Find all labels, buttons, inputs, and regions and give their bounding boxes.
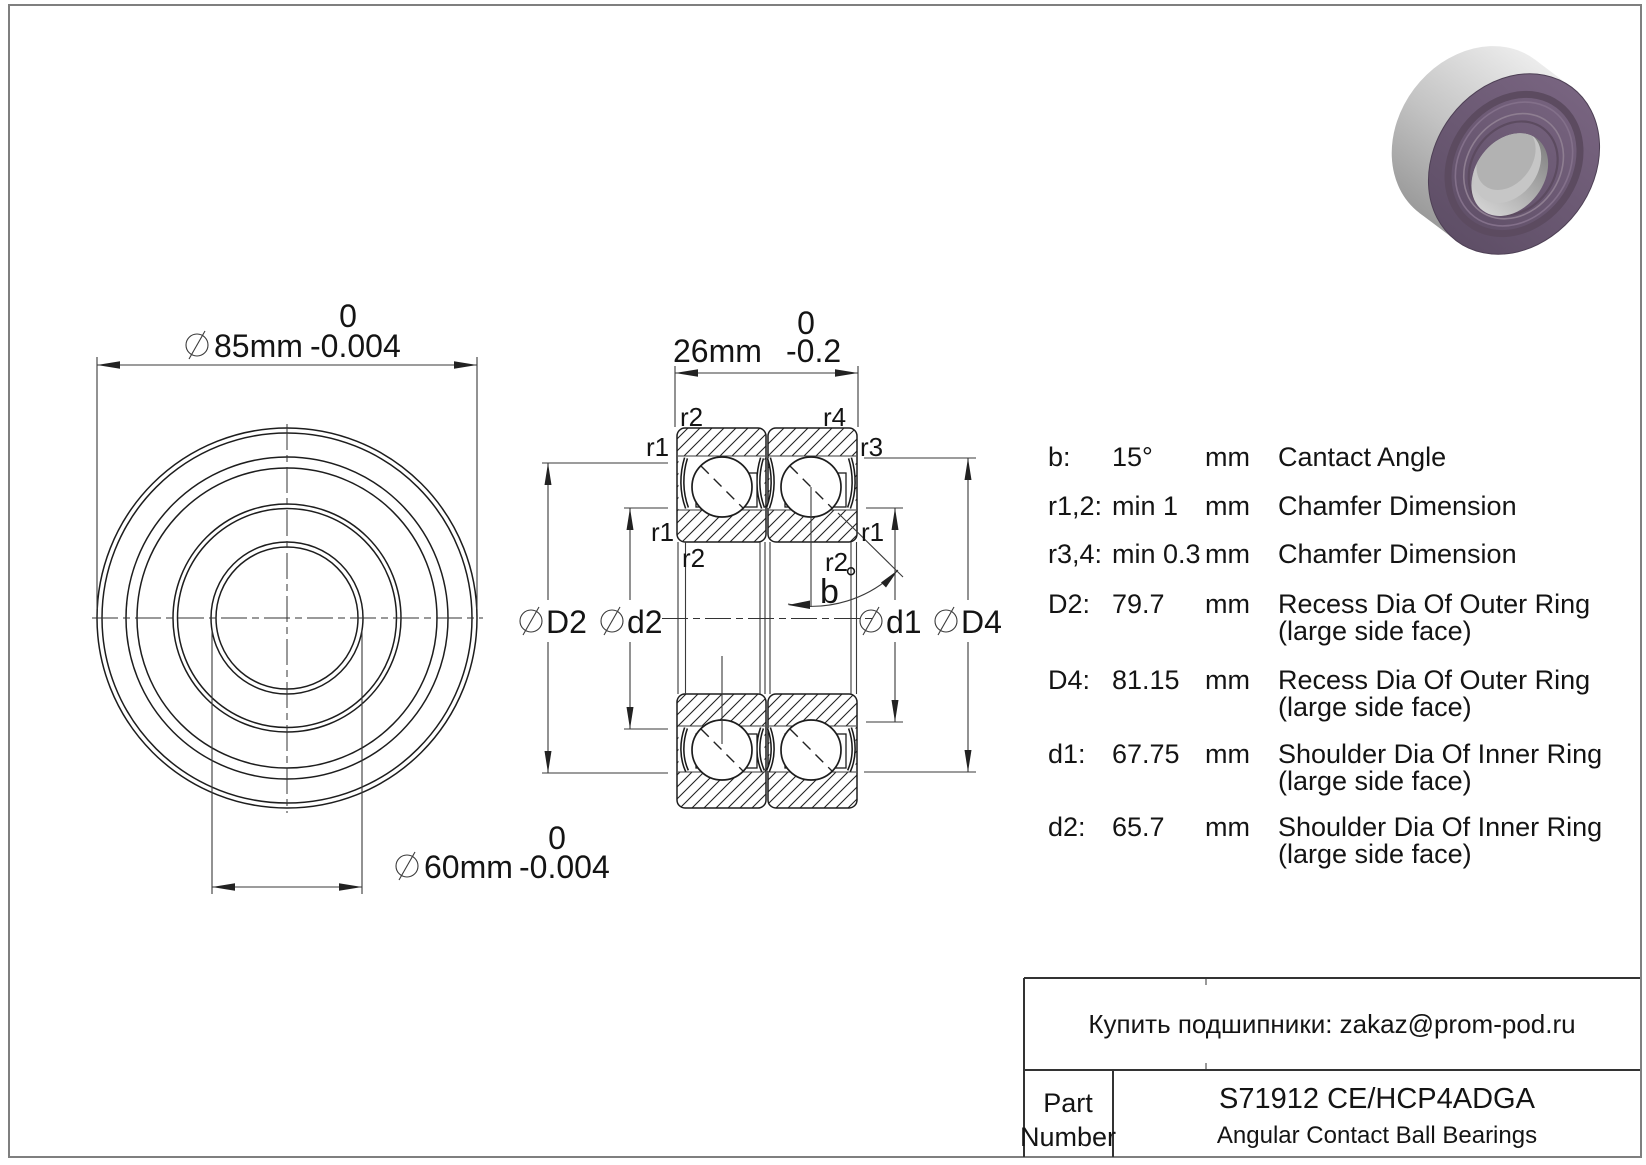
spec-unit: mm	[1205, 665, 1250, 695]
spec-desc-line2: (large side face)	[1278, 692, 1472, 722]
width-dim-value: 26mm	[673, 333, 762, 369]
label-d2: d2	[627, 604, 663, 640]
spec-row-D2	[1048, 589, 1590, 646]
label-r1-right-inner: r1	[861, 517, 885, 547]
label-r4-top-right: r4	[823, 402, 847, 432]
spec-label: d1:	[1048, 739, 1086, 769]
spec-value: min 0.3	[1112, 539, 1201, 569]
dimension-D4	[864, 458, 1002, 772]
bore-dim-tol-top: 0	[548, 820, 566, 856]
spec-value: 81.15	[1112, 665, 1180, 695]
bearing-type: Angular Contact Ball Bearings	[1216, 1122, 1538, 1149]
diameter-symbol	[396, 852, 418, 880]
spec-label: r1,2:	[1048, 491, 1103, 521]
diameter-symbol	[601, 607, 623, 635]
label-r2-top-left: r2	[680, 402, 704, 432]
degree-symbol: °	[845, 562, 857, 595]
spec-desc-line2: (large side face)	[1278, 616, 1472, 646]
front-view-centerlines	[92, 424, 483, 813]
arrowhead	[892, 508, 899, 530]
spec-value: min 1	[1112, 491, 1179, 521]
label-r2-left-lower: r2	[682, 543, 706, 573]
spec-desc-line2: (large side face)	[1278, 839, 1472, 869]
diameter-symbol	[520, 607, 542, 635]
spec-unit: mm	[1205, 739, 1250, 769]
label-r1-left-outer: r1	[646, 432, 670, 462]
width-dim-tol-bottom: -0.2	[786, 333, 842, 369]
outer-dim-value: 85mm	[214, 328, 303, 364]
part-label-line2: Number	[1019, 1122, 1117, 1152]
outer-dim-tol-top: 0	[339, 298, 357, 334]
spec-label: b:	[1048, 442, 1071, 472]
part-number: S71912 CE/HCP4ADGA	[1219, 1083, 1535, 1115]
arrowhead	[788, 601, 810, 610]
label-D2: D2	[546, 604, 587, 640]
bore-dim-value: 60mm	[424, 849, 513, 885]
spec-desc: Recess Dia Of Outer Ring	[1278, 589, 1591, 619]
spec-label: D2:	[1048, 589, 1091, 619]
spec-unit: mm	[1205, 539, 1250, 569]
spec-value: 15°	[1112, 442, 1153, 472]
spec-unit: mm	[1205, 589, 1250, 619]
spec-unit: mm	[1205, 442, 1250, 472]
width-dim-tol-top: 0	[797, 305, 815, 341]
diameter-symbol	[186, 331, 208, 359]
arrowhead	[97, 361, 120, 369]
spec-value: 65.7	[1112, 812, 1165, 842]
arrowhead	[212, 883, 235, 891]
spec-desc-line2: (large side face)	[1278, 766, 1472, 796]
spec-desc: Chamfer Dimension	[1278, 539, 1517, 569]
diameter-symbol	[860, 607, 882, 635]
spec-row-D4	[1048, 665, 1590, 722]
spec-unit: mm	[1205, 491, 1250, 521]
spec-label: r3,4:	[1048, 539, 1103, 569]
label-d1: d1	[886, 604, 922, 640]
diameter-symbol	[935, 607, 957, 635]
arrowhead	[965, 458, 972, 480]
spec-row-d1	[1048, 739, 1602, 796]
label-D4: D4	[961, 604, 1002, 640]
arrowhead	[835, 369, 858, 377]
title-block	[1020, 978, 1640, 1157]
spec-row-r12	[1048, 491, 1517, 521]
arrowhead	[675, 369, 698, 377]
front-view	[92, 298, 610, 894]
arrowhead	[965, 750, 972, 772]
spec-desc: Chamfer Dimension	[1278, 491, 1517, 521]
label-b: b	[820, 573, 839, 611]
spec-row-r34	[1048, 539, 1517, 569]
spec-label: D4:	[1048, 665, 1091, 695]
spec-value: 67.75	[1112, 739, 1180, 769]
section-view	[520, 305, 1002, 808]
arrowhead	[627, 707, 634, 729]
spec-desc: Recess Dia Of Outer Ring	[1278, 665, 1591, 695]
label-r1-left-inner: r1	[651, 517, 675, 547]
spec-label: d2:	[1048, 812, 1086, 842]
spec-unit: mm	[1205, 812, 1250, 842]
part-label-line1: Part	[1043, 1088, 1093, 1118]
spec-desc: Shoulder Dia Of Inner Ring	[1278, 812, 1603, 842]
arrowhead	[545, 751, 552, 773]
spec-value: 79.7	[1112, 589, 1165, 619]
spec-desc: Shoulder Dia Of Inner Ring	[1278, 739, 1603, 769]
bore-dim-tol-bottom: -0.004	[519, 849, 610, 885]
arrowhead	[339, 883, 362, 891]
contact-info: Купить подшипники: zakaz@prom-pod.ru	[1088, 1009, 1576, 1039]
label-r2-angle: r2	[825, 547, 849, 577]
arrowhead	[545, 463, 552, 485]
spec-row-d2	[1048, 812, 1602, 869]
arrowhead	[892, 700, 899, 722]
spec-desc: Cantact Angle	[1278, 442, 1447, 472]
bearing-3d-render	[1356, 12, 1634, 288]
spec-row-b	[1048, 442, 1446, 472]
spec-list	[1048, 442, 1602, 869]
arrowhead	[454, 361, 477, 369]
outer-dim-tol-bottom: -0.004	[310, 328, 401, 364]
arrowhead	[627, 508, 634, 530]
label-r3-right-outer: r3	[860, 432, 884, 462]
